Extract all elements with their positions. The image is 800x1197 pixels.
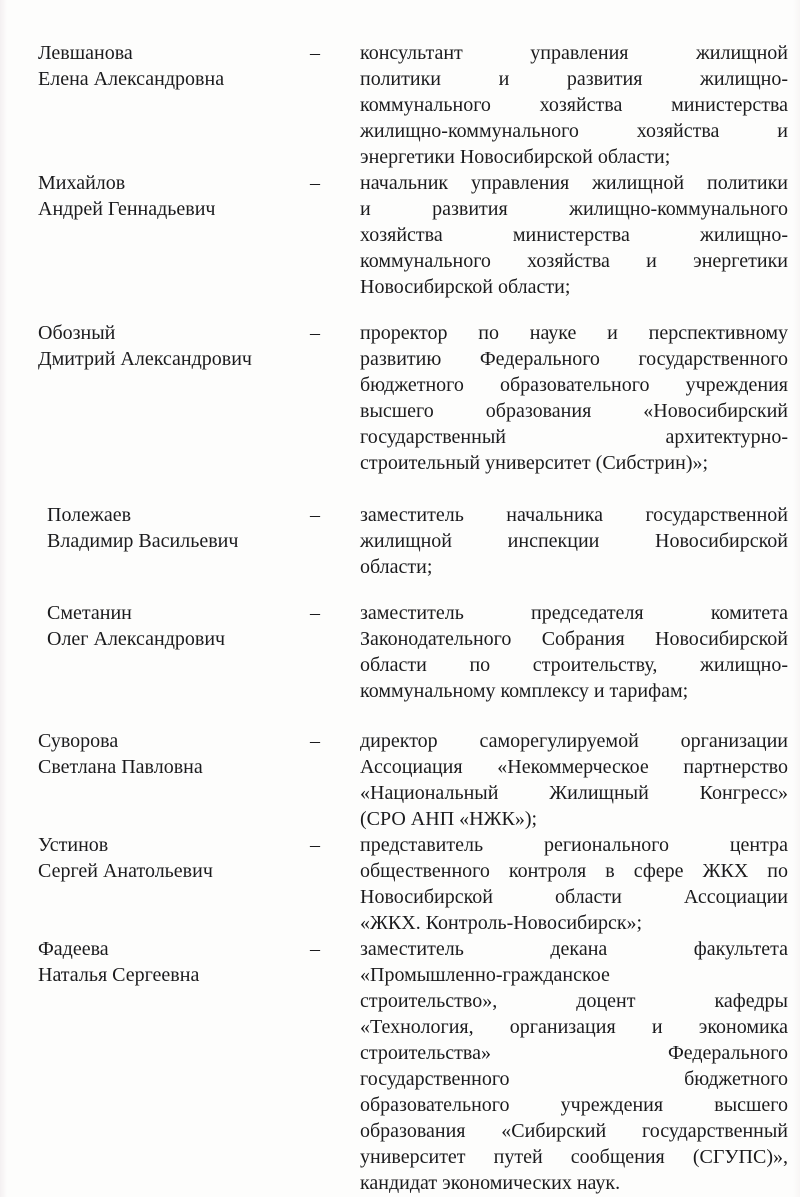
name-line: Наталья Сергеевна (38, 964, 200, 986)
separator-dash: – (310, 322, 320, 344)
separator-dash: – (310, 42, 320, 64)
separator-dash: – (310, 172, 320, 194)
role-line: энергетики Новосибирской области; (360, 146, 671, 168)
participant-name (38, 40, 310, 92)
role-line: хозяйства министерства жилищно- (360, 224, 788, 246)
participant-name (38, 320, 310, 372)
role-line: «Национальный Жилищный Конгресс» (360, 782, 788, 804)
participant-name (38, 502, 310, 554)
role-line: Ассоциация «Некоммерческое партнерство (360, 756, 788, 778)
role-line: заместитель начальника государственной (360, 504, 788, 526)
separator-dash: – (310, 602, 320, 624)
role-line: Новосибирской области Ассоциации (360, 886, 788, 908)
role-line: проректор по науке и перспективному (360, 322, 788, 344)
role-line: заместитель председателя комитета (360, 602, 788, 624)
role-line: жилищной инспекции Новосибирской (360, 530, 788, 552)
role-line: «Технология, организация и экономика (360, 1016, 788, 1038)
separator-dash: – (310, 504, 320, 526)
role-line: области по строительству, жилищно- (360, 654, 788, 676)
participant-name (38, 832, 310, 884)
name-line: Дмитрий Александрович (38, 348, 252, 370)
participant-role (360, 320, 788, 476)
role-line: общественного контроля в сфере ЖКХ по (360, 860, 788, 882)
role-line: коммунального хозяйства министерства (360, 94, 788, 116)
role-line: Законодательного Собрания Новосибирской (360, 628, 788, 650)
role-line: бюджетного образовательного учреждения (360, 374, 788, 396)
participant-name (38, 728, 310, 780)
name-line: Михайлов (38, 172, 126, 194)
role-line: директор саморегулируемой организации (360, 730, 788, 752)
participant-entry (38, 728, 788, 832)
participant-entry (38, 936, 788, 1196)
separator-dash: – (310, 938, 320, 960)
participant-role (360, 170, 788, 300)
role-line: образования «Сибирский государственный (360, 1120, 788, 1142)
name-line: Андрей Геннадьевич (38, 198, 216, 220)
role-line: заместитель декана факультета (360, 938, 788, 960)
role-line: коммунального хозяйства и энергетики (360, 250, 788, 272)
role-line: кандидат экономических наук. (360, 1172, 621, 1194)
role-line: строительный университет (Сибстрин)»; (360, 452, 709, 474)
role-line: консультант управления жилищной (360, 42, 788, 64)
name-line: Владимир Васильевич (47, 530, 239, 552)
participant-role (360, 600, 788, 704)
role-line: политики и развития жилищно- (360, 68, 788, 90)
role-line: (СРО АНП «НЖК»); (360, 808, 538, 830)
role-line: коммунальному комплексу и тарифам; (360, 680, 689, 702)
participant-role (360, 502, 788, 580)
role-line: государственный архитектурно- (360, 426, 788, 448)
name-line: Светлана Павловна (38, 756, 203, 778)
name-line: Елена Александровна (38, 68, 225, 90)
role-line: «Промышленно-гражданское (360, 964, 610, 986)
participant-role (360, 40, 788, 170)
role-line: представитель регионального центра (360, 834, 788, 856)
participant-entry (38, 502, 788, 580)
role-line: образовательного учреждения высшего (360, 1094, 788, 1116)
role-line: развитию Федерального государственного (360, 348, 788, 370)
name-line: Олег Александрович (47, 628, 226, 650)
name-line: Левшанова (38, 42, 133, 64)
participant-entry (38, 600, 788, 704)
role-line: начальник управления жилищной политики (360, 172, 788, 194)
participants-list (38, 40, 788, 1196)
name-line: Обозный (38, 322, 116, 344)
role-line: государственного бюджетного (360, 1068, 788, 1090)
separator-dash: – (310, 730, 320, 752)
role-line: университет путей сообщения (СГУПС)», (360, 1146, 788, 1168)
participant-entry (38, 320, 788, 476)
role-line: и развития жилищно-коммунального (360, 198, 788, 220)
name-line: Полежаев (47, 504, 132, 526)
participant-name (38, 170, 310, 222)
participant-role (360, 936, 788, 1196)
name-line: Сметанин (47, 602, 132, 624)
separator-dash: – (310, 834, 320, 856)
participant-entry (38, 832, 788, 936)
participant-entry (38, 170, 788, 300)
participant-name (38, 600, 310, 652)
role-line: «ЖКХ. Контроль-Новосибирск»; (360, 912, 643, 934)
role-line: Новосибирской области; (360, 276, 571, 298)
participant-role (360, 728, 788, 832)
participant-name (38, 936, 310, 988)
role-line: области; (360, 556, 433, 578)
participant-entry (38, 40, 788, 170)
role-line: строительства» Федерального (360, 1042, 788, 1064)
name-line: Устинов (38, 834, 109, 856)
name-line: Сергей Анатольевич (38, 860, 213, 882)
role-line: строительство», доцент кафедры (360, 990, 788, 1012)
name-line: Суворова (38, 730, 119, 752)
participant-role (360, 832, 788, 936)
role-line: высшего образования «Новосибирский (360, 400, 788, 422)
role-line: жилищно-коммунального хозяйства и (360, 120, 788, 142)
name-line: Фадеева (38, 938, 109, 960)
